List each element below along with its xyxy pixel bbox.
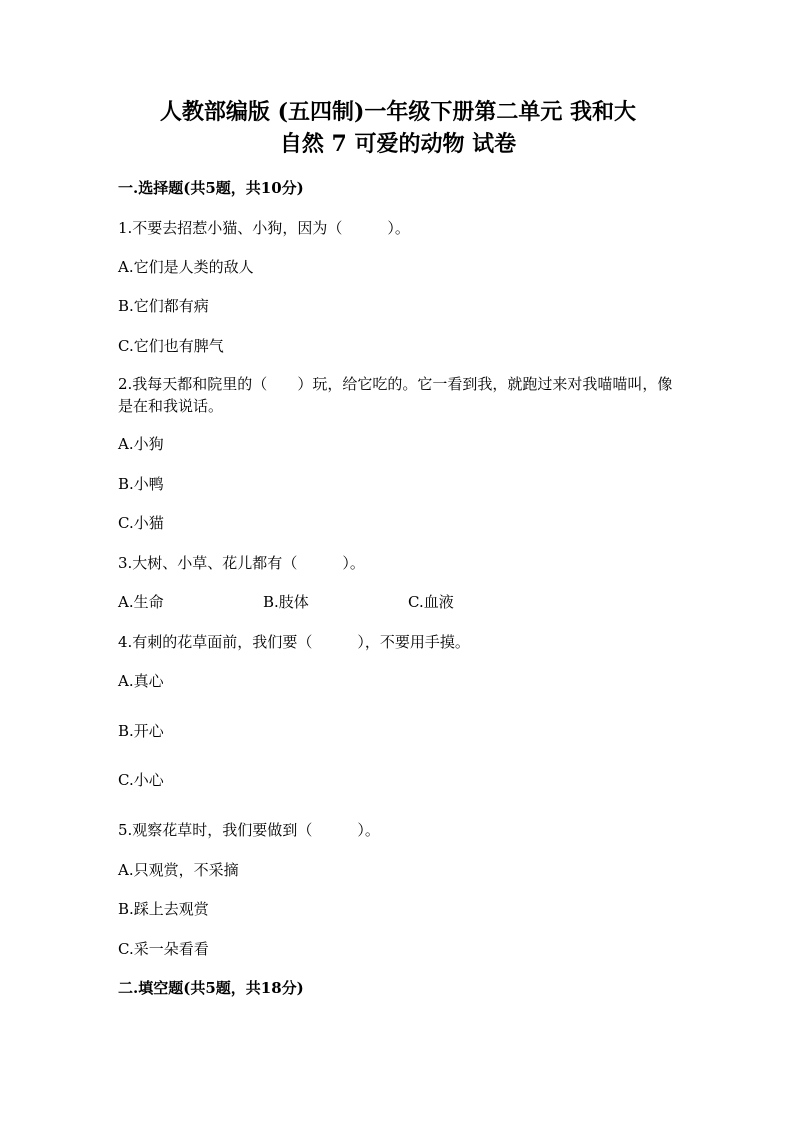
question-5-text: 5.观察花草时，我们要做到（ ）。: [118, 821, 380, 839]
question-2-option-b: B.小鸭: [118, 475, 164, 493]
question-1-option-b: B.它们都有病: [118, 297, 209, 315]
question-4-option-a: A.真心: [118, 672, 164, 690]
question-4-text: 4.有刺的花草面前，我们要（ ），不要用手摸。: [118, 633, 470, 651]
question-4-option-c: C.小心: [118, 771, 164, 789]
question-3-option-a: A.生命: [118, 593, 164, 611]
question-4-option-b: B.开心: [118, 722, 164, 740]
question-3-option-c: C.血液: [408, 593, 454, 611]
section-1-heading: 一.选择题(共5题，共10分): [118, 179, 304, 197]
question-2-option-c: C.小猫: [118, 514, 164, 532]
question-5-option-a: A.只观赏，不采摘: [118, 861, 239, 879]
question-3-option-b: B.肢体: [263, 593, 309, 611]
question-2-option-a: A.小狗: [118, 435, 164, 453]
question-1-text: 1.不要去招惹小猫、小狗，因为（ ）。: [118, 219, 410, 237]
question-1-option-a: A.它们是人类的敌人: [118, 258, 254, 276]
question-1-option-c: C.它们也有脾气: [118, 337, 224, 355]
exam-title-line-1: 人教部编版 (五四制)一年级下册第二单元 我和大: [159, 99, 637, 125]
question-5-option-c: C.采一朵看看: [118, 940, 209, 958]
exam-title-line-2: 自然 7 可爱的动物 试卷: [279, 131, 517, 157]
question-2-text: 2.我每天都和院里的（ ）玩，给它吃的。它一看到我，就跑过来对我喵喵叫，像是在和我说话。: [118, 375, 673, 415]
question-5-option-b: B.踩上去观赏: [118, 900, 209, 918]
section-2-heading: 二.填空题(共5题，共18分): [118, 979, 304, 997]
question-3-text: 3.大树、小草、花儿都有（ ）。: [118, 554, 365, 572]
